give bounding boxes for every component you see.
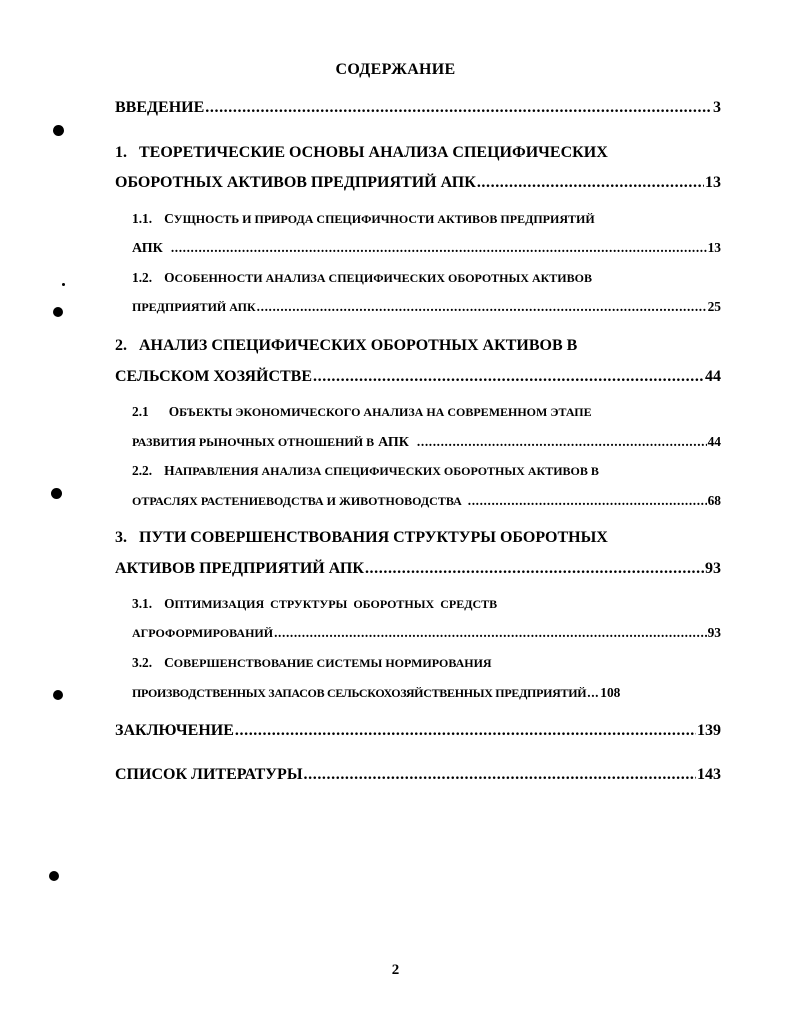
chapter-title-cont: АКТИВОВ ПРЕДПРИЯТИЙ АПК: [115, 560, 364, 577]
entry-text: ЗАКЛЮЧЕНИЕ: [115, 722, 234, 739]
leader-dots: [257, 300, 707, 313]
section-title-cont: ПРОИЗВОДСТВЕННЫХ ЗАПАСОВ СЕЛЬСКОХОЗЯЙСТВЕННЫХ ПРЕДПРИЯТИЙ: [132, 686, 587, 700]
chapter-number: 3.: [115, 529, 127, 546]
section-title-initial: О: [164, 596, 175, 611]
section-title: БЪЕКТЫ ЭКОНОМИЧЕСКОГО АНАЛИЗА НА СОВРЕМЕННОМ ЭТАПЕ: [179, 405, 592, 419]
leader-dots: [235, 723, 696, 739]
chapter-title: АНАЛИЗ СПЕЦИФИЧЕСКИХ ОБОРОТНЫХ АКТИВОВ В: [139, 337, 578, 354]
chapter-title: ПУТИ СОВЕРШЕНСТВОВАНИЯ СТРУКТУРЫ ОБОРОТНЫХ: [139, 529, 608, 546]
punch-hole-mark: [53, 125, 64, 136]
page-ref: 3: [713, 99, 721, 116]
toc-entry-conclusion: [115, 723, 721, 739]
section-title-cont: АГРОФОРМИРОВАНИЙ: [132, 626, 274, 640]
toc-section-1-1-line1: [132, 212, 721, 225]
page-ref: 25: [707, 299, 721, 314]
toc-section-3-1-line2: [132, 626, 721, 639]
toc-section-2-1-line1: [132, 405, 721, 418]
toc-entry-intro: [115, 100, 721, 116]
page-ref: 93: [705, 560, 721, 577]
section-title: ПТИМИЗАЦИЯ СТРУКТУРЫ ОБОРОТНЫХ СРЕДСТВ: [174, 597, 498, 611]
section-number: 3.1.: [132, 596, 153, 611]
leader-dots: [171, 241, 707, 254]
section-number: 2.2.: [132, 463, 153, 478]
punch-hole-mark: [53, 690, 63, 700]
chapter-title-cont: СЕЛЬСКОМ ХОЗЯЙСТВЕ: [115, 368, 313, 385]
section-title-initial: О: [164, 270, 175, 285]
section-title-initial: С: [164, 655, 174, 670]
section-number: 3.2.: [132, 655, 153, 670]
toc-section-3-1-line1: [132, 597, 721, 610]
leader-dots: [205, 100, 712, 116]
chapter-title: ТЕОРЕТИЧЕСКИЕ ОСНОВЫ АНАЛИЗА СПЕЦИФИЧЕСКИХ: [139, 144, 608, 161]
scan-speck: [62, 283, 65, 286]
toc-chapter-3-line1: [115, 530, 721, 546]
entry-text: ВВЕДЕНИЕ: [115, 99, 205, 116]
toc-chapter-2-line1: [115, 338, 721, 354]
section-title: ОВЕРШЕНСТВОВАНИЕ СИСТЕМЫ НОРМИРОВАНИЯ: [173, 656, 492, 670]
toc-title: СОДЕРЖАНИЕ: [335, 61, 456, 78]
page-ref: 139: [697, 722, 721, 739]
page-ref: 143: [697, 766, 721, 783]
section-title-initial: Н: [164, 463, 175, 478]
toc-chapter-3-line2: [115, 561, 721, 577]
punch-hole-mark: [49, 871, 59, 881]
page-ref: 108: [600, 685, 621, 700]
toc-section-1-2-line1: [132, 271, 721, 284]
leader-dots: [587, 686, 599, 699]
chapter-title-cont: ОБОРОТНЫХ АКТИВОВ ПРЕДПРИЯТИЙ АПК: [115, 174, 476, 191]
toc-section-1-1-line2: [132, 241, 721, 256]
page-ref: 44: [707, 434, 721, 449]
page-ref: 93: [707, 625, 721, 640]
leader-dots: [274, 626, 707, 639]
section-title: СОБЕННОСТИ АНАЛИЗА СПЕЦИФИЧЕСКИХ ОБОРОТНЫХ АКТИВОВ: [174, 271, 592, 285]
section-title: АПРАВЛЕНИЯ АНАЛИЗА СПЕЦИФИЧЕСКИХ ОБОРОТНЫХ АКТИВОВ В: [174, 464, 599, 478]
leader-dots: [365, 561, 704, 577]
page-ref: 68: [707, 493, 721, 508]
leader-dots: [417, 435, 707, 448]
toc-section-2-2-line2: [132, 494, 721, 507]
page-ref: 44: [705, 368, 721, 385]
toc-section-3-2-line2: [132, 686, 721, 699]
section-title-initial: О: [168, 404, 180, 419]
section-number: 1.1.: [132, 211, 153, 226]
toc-section-2-1-line2: [132, 435, 721, 450]
leader-dots: [477, 175, 704, 191]
toc-chapter-1-line1: [115, 145, 721, 161]
section-title-cont: ПРЕДПРИЯТИЙ АПК: [132, 300, 256, 314]
chapter-number: 2.: [115, 337, 127, 354]
toc-chapter-2-line2: [115, 369, 721, 385]
section-title-cont: АПК: [132, 241, 163, 256]
section-title: УЩНОСТЬ И ПРИРОДА СПЕЦИФИЧНОСТИ АКТИВОВ ПРЕДПРИЯТИЙ: [173, 212, 595, 226]
page-number: 2: [391, 962, 400, 978]
punch-hole-mark: [51, 488, 62, 499]
section-title-cont: ОТРАСЛЯХ РАСТЕНИЕВОДСТВА И ЖИВОТНОВОДСТВА: [132, 494, 462, 508]
leader-dots: [304, 767, 696, 783]
page-ref: 13: [707, 240, 721, 255]
section-number: 2.1: [132, 404, 149, 419]
leader-dots: [313, 369, 704, 385]
punch-hole-mark: [53, 307, 63, 317]
chapter-number: 1.: [115, 144, 127, 161]
toc-section-3-2-line1: [132, 656, 721, 669]
toc-section-2-2-line1: [132, 464, 721, 477]
section-number: 1.2.: [132, 270, 153, 285]
entry-text: СПИСОК ЛИТЕРАТУРЫ: [115, 766, 303, 783]
section-title-abbr: АПК: [378, 435, 409, 450]
leader-dots: [468, 494, 707, 507]
section-title-initial: С: [164, 211, 174, 226]
toc-entry-literature: [115, 767, 721, 783]
section-title-cont: РАЗВИТИЯ РЫНОЧНЫХ ОТНОШЕНИЙ В: [132, 435, 375, 449]
toc-chapter-1-line2: [115, 175, 721, 191]
page-ref: 13: [705, 174, 721, 191]
toc-section-1-2-line2: [132, 300, 721, 313]
